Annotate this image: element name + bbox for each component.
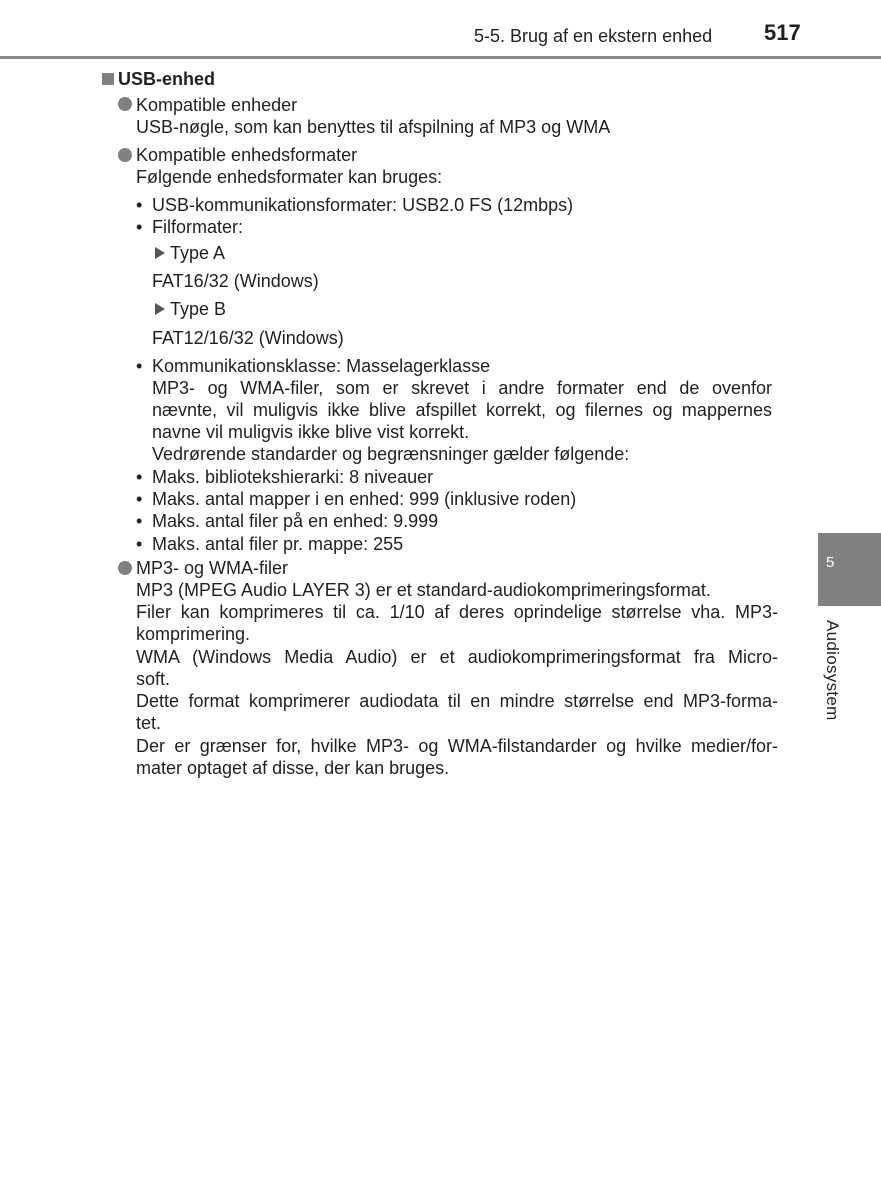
mp3-wma-line: MP3 (MPEG Audio LAYER 3) er et standard-audiokomprimeringsformat. <box>136 580 711 600</box>
comm-class: Kommunikationsklasse: Masselagerklasse <box>152 356 491 376</box>
compatible-devices-heading: Kompatible enheder <box>136 95 298 115</box>
mp3-wma-line: Der er grænser for, hvilke MP3- og WMA-filstandarder og hvilke medier/for- <box>136 736 778 756</box>
mp3-wma-line: tet. <box>136 713 162 733</box>
header-divider <box>0 56 881 59</box>
bullet-dot: • <box>136 534 143 554</box>
section-title: USB-enhed <box>118 69 216 89</box>
bullet-dot: • <box>136 489 143 509</box>
note-line: navne vil muligvis ikke blive vist korrekt. <box>152 422 470 442</box>
bullet-dot: • <box>136 467 143 487</box>
mp3-wma-heading: MP3- og WMA-filer <box>136 558 289 578</box>
limit-item: Maks. antal filer pr. mappe: 255 <box>152 534 404 554</box>
chapter-tab-number: 5 <box>826 554 835 571</box>
compatible-formats-intro: Følgende enhedsformater kan bruges: <box>136 167 443 187</box>
chapter-title: 5-5. Brug af en ekstern enhed <box>474 26 713 46</box>
type-a-value: FAT16/32 (Windows) <box>152 271 319 291</box>
mp3-wma-line: mater optaget af disse, der kan bruges. <box>136 758 450 778</box>
limit-item: Maks. bibliotekshierarki: 8 niveauer <box>152 467 434 487</box>
mp3-wma-line: WMA (Windows Media Audio) er et audiokomprimeringsformat fra Micro- <box>136 647 778 667</box>
mp3-wma-line: komprimering. <box>136 624 251 644</box>
circle-bullet-icon <box>118 97 132 111</box>
bullet-dot: • <box>136 356 143 376</box>
compatible-devices-text: USB-nøgle, som kan benyttes til afspilning af MP3 og WMA <box>136 117 611 137</box>
type-b-label: Type B <box>170 299 227 319</box>
limit-item: Maks. antal filer på en enhed: 9.999 <box>152 511 439 531</box>
page-number: 517 <box>764 20 801 45</box>
triangle-bullet-icon <box>155 303 165 315</box>
triangle-bullet-icon <box>155 247 165 259</box>
mp3-wma-line: Filer kan komprimeres til ca. 1/10 af deres oprindelige størrelse vha. MP3- <box>136 602 778 622</box>
chapter-tab-label: Audiosystem <box>823 620 842 721</box>
circle-bullet-icon <box>118 561 132 575</box>
bullet-dot: • <box>136 217 143 237</box>
limit-item: Maks. antal mapper i en enhed: 999 (inklusive roden) <box>152 489 577 509</box>
type-a-label: Type A <box>170 243 226 263</box>
type-b-value: FAT12/16/32 (Windows) <box>152 328 344 348</box>
file-formats-label: Filformater: <box>152 217 244 237</box>
bullet-dot: • <box>136 195 143 215</box>
note-line: Vedrørende standarder og begrænsninger gælder følgende: <box>152 444 630 464</box>
note-line: nævnte, vil muligvis ikke blive afspillet korrekt, og filernes og mappernes <box>152 400 772 420</box>
usb-comm-format: USB-kommunikationsformater: USB2.0 FS (12mbps) <box>152 195 574 215</box>
section-square-icon <box>102 73 114 85</box>
circle-bullet-icon <box>118 148 132 162</box>
bullet-dot: • <box>136 511 143 531</box>
note-line: MP3- og WMA-filer, som er skrevet i andre formater end de ovenfor <box>152 378 772 398</box>
mp3-wma-line: soft. <box>136 669 171 689</box>
compatible-formats-heading: Kompatible enhedsformater <box>136 145 358 165</box>
mp3-wma-line: Dette format komprimerer audiodata til en mindre størrelse end MP3-forma- <box>136 691 778 711</box>
